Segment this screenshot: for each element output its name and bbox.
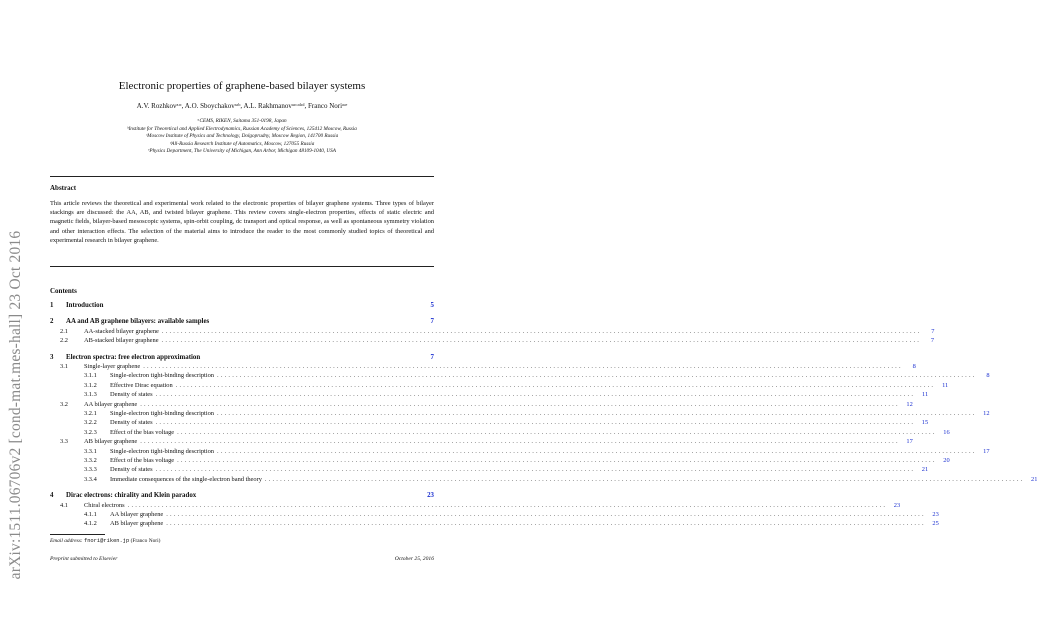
toc-page-link[interactable]: 7 [931,327,935,335]
toc-page-link[interactable]: 11 [942,381,949,389]
toc-number: 4.1 [60,501,68,509]
toc-title[interactable]: AB-stacked bilayer graphene [84,337,159,345]
abstract-bottom-rule [50,266,434,267]
toc-title[interactable]: Single-electron tight-binding description [110,372,215,380]
abstract-top-rule [50,176,434,177]
toc-page-link[interactable]: 25 [932,520,939,528]
toc-leader-dots: ........................................................................................................................................................................................................ [161,327,922,335]
toc-number: 4.1.1 [84,511,97,518]
toc-leader-dots: ........................................................................................................................................................................................................ [140,438,900,446]
toc-page-link[interactable]: 12 [906,400,913,408]
toc-leader-dots: ........................................................................................................................................................................................................ [217,447,977,455]
toc-row[interactable] [50,456,950,465]
toc-title[interactable]: Chiral electrons [84,501,125,509]
toc-row[interactable] [50,336,935,345]
toc-leader-dots: ........................................................................................................................................................................................................ [155,466,916,474]
toc-number: 3.3 [60,438,68,446]
toc-number: 2.1 [60,327,68,335]
toc-leader-dots: ........................................................................................................................................................................................................ [264,475,1025,483]
toc-number: 3.1.1 [84,372,97,380]
toc-title[interactable]: Effect of the bias voltage [110,457,175,464]
toc-number: 2.2 [60,337,68,345]
toc-page-link[interactable]: 7 [930,337,935,345]
affiliation-a: ᵃCEMS, RIKEN, Saitama 351-0198, Japan [197,118,287,124]
toc-row[interactable] [50,327,935,336]
toc-row[interactable] [50,475,1037,484]
toc-number: 3.3.4 [84,475,97,483]
toc-page-link[interactable]: 16 [943,428,950,436]
toc-page-link[interactable]: 23 [893,501,901,509]
preprint-date: October 25, 2016 [394,556,434,562]
affiliation-c: ᶜMoscow Institute of Physics and Technology, Dolgoprudny, Moscow Region, 141700 Russia [145,133,339,140]
toc-row[interactable] [50,510,939,519]
toc-page-link[interactable]: 11 [921,391,929,399]
toc-page-link[interactable]: 17 [906,438,913,446]
toc-row[interactable] [50,428,950,437]
toc-leader-dots: ........................................................................................................................................................................................................ [140,400,900,408]
toc-title[interactable]: Single-electron tight-binding description [110,410,215,417]
toc-page-link[interactable]: 8 [912,363,916,370]
toc-number: 3 [50,353,54,361]
toc-number: 4.1.2 [84,520,97,528]
toc-page-link[interactable]: 21 [1031,475,1037,483]
toc-page-link[interactable]: 17 [983,447,990,455]
toc-title[interactable]: AA bilayer graphene [110,511,164,518]
affiliations [50,118,434,156]
toc-page-link[interactable]: 7 [430,318,434,326]
toc-number: 3.3.1 [84,447,97,455]
toc-title[interactable]: Density of states [110,466,153,474]
paper-title: Electronic properties of graphene-based bilayer systems [118,80,366,92]
toc-leader-dots: ........................................................................................................................................................................................................ [177,428,937,436]
toc-title[interactable]: Dirac electrons: chirality and Klein paradox [66,492,197,500]
toc-number: 3.3.2 [84,457,97,464]
toc-row[interactable] [50,371,990,380]
toc-leader-dots: ........................................................................................................................................................................................................ [175,381,936,389]
toc-number: 2 [50,318,54,326]
toc-title[interactable]: AA-stacked bilayer graphene [84,327,159,335]
toc-leader-dots: ........................................................................................................................................................................................................ [143,363,903,370]
toc-row[interactable] [50,418,929,427]
toc-number: 3.3.3 [84,466,97,474]
toc-number: 3.1.3 [84,391,97,399]
preprint-note: Preprint submitted to Elsevier [50,556,118,562]
toc-title[interactable]: Electron spectra: free electron approximation [66,353,201,361]
toc-title[interactable]: Effect of the bias voltage [110,428,175,436]
toc-number: 3.2.1 [84,410,97,417]
toc-row[interactable] [50,409,990,418]
email-label: Email address: [50,538,83,544]
toc-page-link[interactable]: 23 [427,492,434,500]
toc-title[interactable]: Introduction [66,302,104,309]
toc-title[interactable]: Single-layer graphene [84,363,141,370]
arxiv-sidebar [0,0,32,632]
abstract-text: This article reviews the theoretical and experimental work related to the electronic properties of bilayer graphene systems. Three types of bilayer stackings are discussed: the AA, AB, and twisted bilayer graphene. This review covers single-electron properties, effects of static electric and magnetic fields, bilayer-based mesoscopic systems, spin-orbit coupling, dc transport and optical response, as well as spontaneous symmetry violation and other interaction effects. The selection of the material aims to introduce the reader to the most commonly studied topics of theoretical and experimental research in bilayer graphene. [50,200,434,244]
author-list: A.V. Rozhkovᵃʴᶜ, A.O. Sboychakovᵃʴᵇ, A.L. Rakhmanovᵃʴᶜʴᵈʴᵈ, Franco Noriᵃʴᵉ [136,102,348,110]
toc-leader-dots: ........................................................................................................................................................................................................ [166,511,926,518]
toc-page-link[interactable]: 15 [921,419,929,427]
email-address[interactable]: fnori@riken.jp [83,538,130,544]
toc-page-link[interactable]: 8 [986,372,990,380]
toc-row[interactable] [50,447,990,456]
toc-number: 3.1.2 [84,381,97,389]
toc-title[interactable]: AB bilayer graphene [110,520,164,528]
toc-leader-dots: ........................................................................................................................................................................................................ [161,337,922,345]
toc-title[interactable]: Single-electron tight-binding description [110,447,215,455]
toc-title[interactable]: Density of states [110,391,153,399]
footnote-rule [50,534,105,535]
toc-page-link[interactable]: 7 [430,353,434,361]
toc-number: 3.2.2 [84,419,97,427]
toc-row[interactable] [50,491,434,500]
toc-title[interactable]: AB bilayer graphene [84,438,138,446]
arxiv-identifier: arXiv:1511.06706v2 [cond-mat.mes-hall] 23 Oct 2016 [7,230,24,580]
toc-leader-dots: ........................................................................................................................................................................................................ [217,372,977,380]
toc-row[interactable] [50,519,939,528]
toc-row[interactable] [50,301,434,310]
toc-title[interactable]: AA bilayer graphene [84,400,138,408]
toc-page-link[interactable]: 20 [943,457,950,464]
toc-leader-dots: ........................................................................................................................................................................................................ [217,410,977,417]
toc-page-link[interactable]: 23 [932,511,939,518]
toc-leader-dots: ........................................................................................................................................................................................................ [155,391,916,399]
toc-number: 3.2 [60,400,68,408]
toc-row[interactable] [50,501,901,510]
affiliation-e: ᵉPhysics Department, The University of Michigan, Ann Arbor, Michigan 48109-1040, USA [148,148,336,155]
toc-leader-dots: ........................................................................................................................................................................................................ [166,520,926,528]
toc-page-link[interactable]: 5 [430,302,434,309]
toc-page-link[interactable]: 21 [921,466,929,474]
contents-heading: Contents [50,287,77,295]
toc-number: 3.2.3 [84,428,97,436]
email-owner: (Franco Nori) [130,538,161,544]
toc-title[interactable]: Density of states [110,419,153,427]
toc-row[interactable] [50,317,434,326]
toc-title[interactable]: Immediate consequences of the single-electron band theory [110,475,262,483]
affiliation-d: ᵈAll-Russia Research Institute of Automatics, Moscow, 127055 Russia [169,140,315,147]
toc-row[interactable] [50,362,916,371]
toc-number: 3.1 [60,363,68,370]
toc-row[interactable] [50,437,913,446]
toc-row[interactable] [50,353,434,362]
toc-row[interactable] [50,390,929,399]
footnote [50,538,160,544]
toc-leader-dots: ........................................................................................................................................................................................................ [155,419,916,427]
toc-number: 4 [50,492,54,500]
toc-title[interactable]: Effective Dirac equation [110,381,173,389]
toc-leader-dots: ........................................................................................................................................................................................................ [127,501,888,509]
toc-number: 1 [50,302,54,309]
affiliation-b: ᵇInstitute for Theoretical and Applied Electrodynamics, Russian Academy of Sciences, 125412 Moscow, Russia [127,125,357,132]
toc-row[interactable] [50,381,949,390]
toc-page-link[interactable]: 12 [983,410,990,417]
abstract-heading: Abstract [50,184,77,192]
toc-row[interactable] [50,400,913,409]
toc-title[interactable]: AA and AB graphene bilayers: available samples [66,318,210,326]
toc-row[interactable] [50,465,929,474]
toc-leader-dots: ........................................................................................................................................................................................................ [177,457,937,464]
